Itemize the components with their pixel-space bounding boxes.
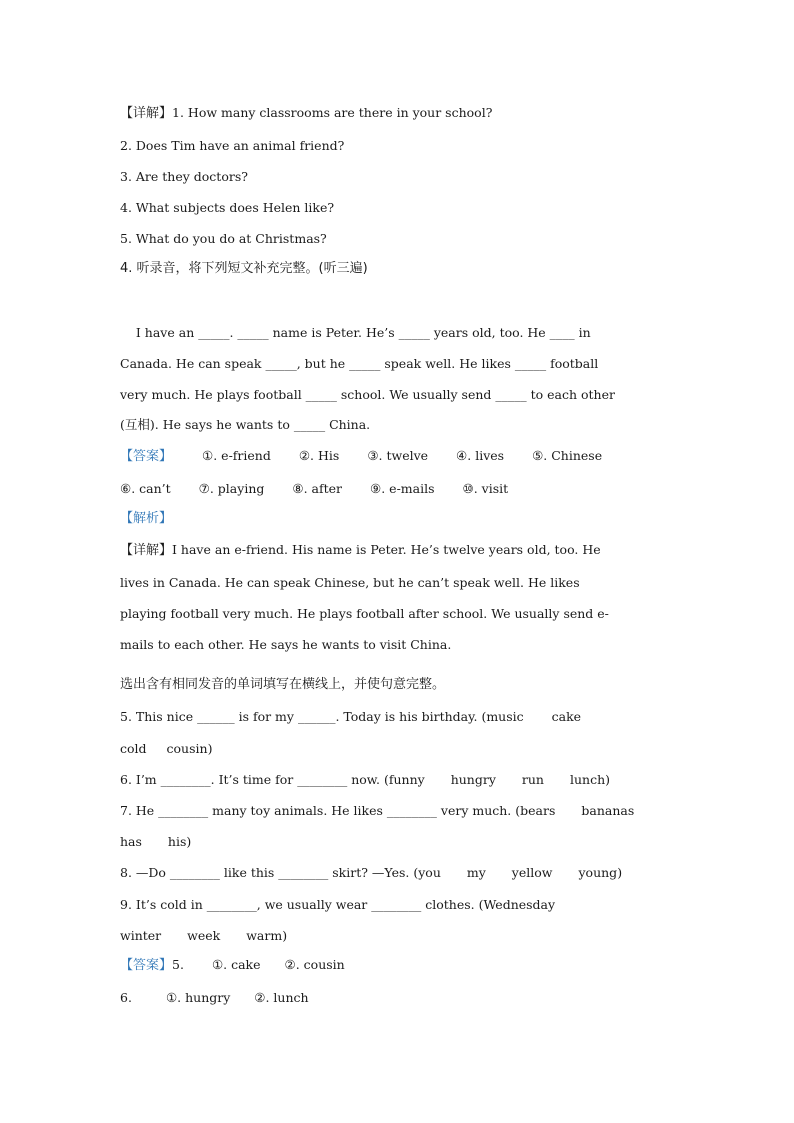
phonics-q8: 8. —Do ________ like this ________ skirt? —Yes. (you my yellow young) xyxy=(120,865,623,880)
question-1: 1. How many classrooms are there in your school? xyxy=(172,105,493,120)
question-2: 2. Does Tim have an animal friend? xyxy=(120,138,345,153)
phonics-answer-5: 【答案】5. ①. cake ②. cousin xyxy=(120,957,345,973)
answer-4: ④. lives xyxy=(456,448,505,463)
passage-line-2: Canada. He can speak _____, but he _____ speak well. He likes _____ football xyxy=(120,356,599,371)
section4-instruction: 4. 听录音，将下列短文补充完整。(听三遍) xyxy=(120,261,368,276)
word-his: his xyxy=(167,834,187,849)
answer6-2: ②. lunch xyxy=(254,990,309,1005)
word-week: week xyxy=(187,928,221,943)
answer-5: ⑤. Chinese xyxy=(532,448,603,463)
question-4: 4. What subjects does Helen like? xyxy=(120,200,335,215)
answer-10: ⑩. visit xyxy=(462,481,509,496)
word-hungry: hungry xyxy=(450,772,496,787)
phonics-q7-line-2: has his) xyxy=(120,834,192,849)
word-bananas: bananas xyxy=(581,803,635,818)
word-yellow: yellow xyxy=(511,865,553,880)
question-5: 5. What do you do at Christmas? xyxy=(120,231,327,246)
answer-2: ②. His xyxy=(298,448,340,463)
passage-line-3: very much. He plays football _____ school. We usually send _____ to each other xyxy=(120,387,615,402)
word-lunch: lunch xyxy=(569,772,606,787)
detail2-line-2: lives in Canada. He can speak Chinese, but he can’t speak well. He likes xyxy=(120,575,580,590)
detail-line-1 xyxy=(120,105,492,122)
word-my: my xyxy=(466,865,486,880)
word-has: has xyxy=(120,834,142,849)
answer-8: ⑧. after xyxy=(292,481,343,496)
detail2-line-1: 【详解】I have an e-friend. His name is Peter. He’s twelve years old, too. He xyxy=(120,542,601,558)
answers-row-1 xyxy=(120,448,602,465)
word-cousin: cousin xyxy=(166,741,208,756)
phonics-q5-line-2: cold cousin) xyxy=(120,741,213,756)
word-you: you xyxy=(418,865,441,880)
answer-1: ①. e-friend xyxy=(202,448,271,463)
answer-9: ⑨. e-mails xyxy=(370,481,435,496)
answer-7: ⑦. playing xyxy=(198,481,265,496)
word-winter: winter xyxy=(120,928,162,943)
answer-tag: 【答案】 xyxy=(120,449,173,464)
detail2-line-3: playing football very much. He plays football after school. We usually send e- xyxy=(120,606,609,621)
word-cold: cold xyxy=(120,741,147,756)
question-3: 3. Are they doctors? xyxy=(120,169,248,184)
word-young: young xyxy=(578,865,618,880)
phonics-q6: 6. I’m ________. It’s time for ________ now. (funny hungry run lunch) xyxy=(120,772,611,787)
detail-tag: 【详解】 xyxy=(120,106,173,121)
word-music: music xyxy=(486,709,524,724)
phonics-answer-6: 6. ①. hungry ②. lunch xyxy=(120,990,309,1005)
detail2-line-4: mails to each other. He says he wants to visit China. xyxy=(120,637,452,652)
answer6-1: ①. hungry xyxy=(165,990,231,1005)
phonics-q9-line-2: winter week warm) xyxy=(120,928,288,943)
word-run: run xyxy=(521,772,544,787)
answers-row-2 xyxy=(120,481,508,497)
word-bears: bears xyxy=(520,803,556,818)
phonics-q9-line-1: 9. It’s cold in ________, we usually wear ________ clothes. (Wednesday xyxy=(120,897,556,912)
word-wednesday: Wednesday xyxy=(483,897,556,912)
answer-6: ⑥. can’t xyxy=(120,481,171,496)
answer5-2: ②. cousin xyxy=(284,957,345,972)
word-funny: funny xyxy=(388,772,425,787)
answer5-1: ①. cake xyxy=(211,957,261,972)
passage-line-4: (互相). He says he wants to _____ China. xyxy=(120,417,371,432)
detail2-tag: 【详解】 xyxy=(120,543,173,558)
answer-3: ③. twelve xyxy=(367,448,429,463)
phonics-q5-line-1: 5. This nice ______ is for my ______. Today is his birthday. (music cake xyxy=(120,709,582,724)
analysis-tag: 【解析】 xyxy=(120,511,173,526)
phonics-instruction: 选出含有相同发音的单词填写在横线上，并使句意完整。 xyxy=(120,677,446,692)
word-cake: cake xyxy=(551,709,582,724)
word-warm: warm xyxy=(246,928,283,943)
phonics-q7-line-1: 7. He ________ many toy animals. He likes ________ very much. (bears bananas xyxy=(120,803,635,818)
passage-line-1: I have an _____. _____ name is Peter. He’s _____ years old, too. He ____ in xyxy=(120,325,591,340)
phonics-answer-tag: 【答案】 xyxy=(120,958,173,973)
